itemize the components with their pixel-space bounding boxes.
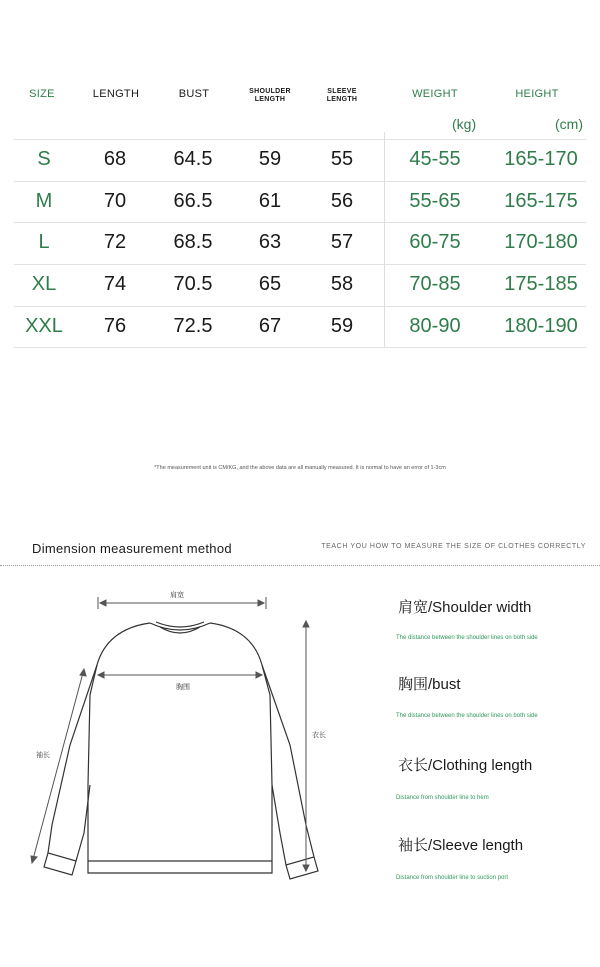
cell-sleeve: 59 — [330, 315, 354, 337]
cell-weight: 80-90 — [409, 315, 461, 337]
cell-height: 170-180 — [504, 231, 578, 253]
cell-size: M — [35, 190, 53, 212]
cell-length: 72 — [103, 231, 127, 253]
cell-bust: 72.5 — [173, 315, 213, 337]
cell-weight: 60-75 — [409, 231, 461, 253]
measure-desc-length: Distance from shoulder line to hem — [396, 795, 489, 801]
cell-length: 70 — [103, 190, 127, 212]
cell-bust: 66.5 — [173, 190, 213, 212]
measure-title-bust: 胸围/bust — [398, 676, 461, 693]
measurement-note: *The measurement unit is CM/KG, and the above data are all manually measured. It is normal to have an error of 1-3cm — [154, 465, 446, 471]
label-length: 衣长 — [312, 731, 326, 739]
cell-length: 74 — [103, 273, 127, 295]
measurement-arrows — [31, 597, 309, 871]
header-bust: BUST — [178, 88, 210, 100]
label-bust: 胸围 — [176, 683, 190, 691]
cell-sleeve: 58 — [330, 273, 354, 295]
header-size: SIZE — [29, 88, 55, 100]
measure-title-length: 衣长/Clothing length — [398, 757, 533, 774]
cell-height: 165-170 — [504, 148, 578, 170]
cell-length: 76 — [103, 315, 127, 337]
label-shoulder: 肩宽 — [170, 591, 184, 599]
header-shoulder-line1: SHOULDER — [249, 88, 291, 95]
header-length: LENGTH — [92, 88, 140, 100]
dotted-divider — [0, 565, 600, 566]
cell-sleeve: 55 — [330, 148, 354, 170]
cell-size: S — [37, 148, 51, 170]
cell-weight: 55-65 — [409, 190, 461, 212]
table-row — [0, 140, 600, 182]
section-title: Dimension measurement method — [32, 541, 232, 556]
unit-height: (cm) — [555, 116, 583, 132]
cell-length: 68 — [103, 148, 127, 170]
measure-title-shoulder: 肩宽/Shoulder width — [398, 599, 532, 616]
table-row — [0, 223, 600, 265]
cell-size: XXL — [25, 315, 63, 337]
unit-weight: (kg) — [452, 116, 477, 132]
section-subtitle: TEACH YOU HOW TO MEASURE THE SIZE OF CLOTHES CORRECTLY — [321, 543, 586, 550]
cell-sleeve: 56 — [330, 190, 354, 212]
cell-bust: 70.5 — [173, 273, 213, 295]
cell-bust: 64.5 — [173, 148, 213, 170]
header-weight: WEIGHT — [412, 88, 458, 100]
cell-sleeve: 57 — [330, 231, 354, 253]
label-sleeve: 袖长 — [36, 751, 50, 759]
cell-height: 175-185 — [504, 273, 578, 295]
cell-size: XL — [31, 273, 57, 295]
measure-desc-shoulder: The distance between the shoulder lines on both side — [396, 635, 538, 641]
cell-shoulder: 59 — [258, 148, 282, 170]
measure-title-sleeve: 袖长/Sleeve length — [398, 837, 524, 854]
header-shoulder-line2: LENGTH — [254, 96, 286, 103]
cell-weight: 70-85 — [409, 273, 461, 295]
cell-height: 165-175 — [504, 190, 578, 212]
header-sleeve-line1: SLEEVE — [327, 88, 357, 95]
header-shoulder-length — [240, 88, 300, 104]
cell-bust: 68.5 — [173, 231, 213, 253]
sweater-outline-icon — [44, 622, 318, 879]
header-height: HEIGHT — [515, 88, 559, 100]
table-row — [0, 307, 600, 349]
cell-shoulder: 63 — [258, 231, 282, 253]
table-row — [0, 265, 600, 307]
cell-shoulder: 67 — [258, 315, 282, 337]
cell-weight: 45-55 — [409, 148, 461, 170]
cell-shoulder: 61 — [258, 190, 282, 212]
cell-shoulder: 65 — [258, 273, 282, 295]
cell-height: 180-190 — [504, 315, 578, 337]
measure-desc-sleeve: Distance from shoulder line to suction port — [396, 875, 509, 881]
sweater-diagram — [0, 575, 380, 905]
measure-desc-bust: The distance between the shoulder lines on both side — [396, 713, 538, 719]
table-row — [0, 182, 600, 224]
cell-size: L — [38, 231, 50, 253]
header-sleeve-length — [312, 88, 372, 104]
header-sleeve-line2: LENGTH — [326, 96, 358, 103]
